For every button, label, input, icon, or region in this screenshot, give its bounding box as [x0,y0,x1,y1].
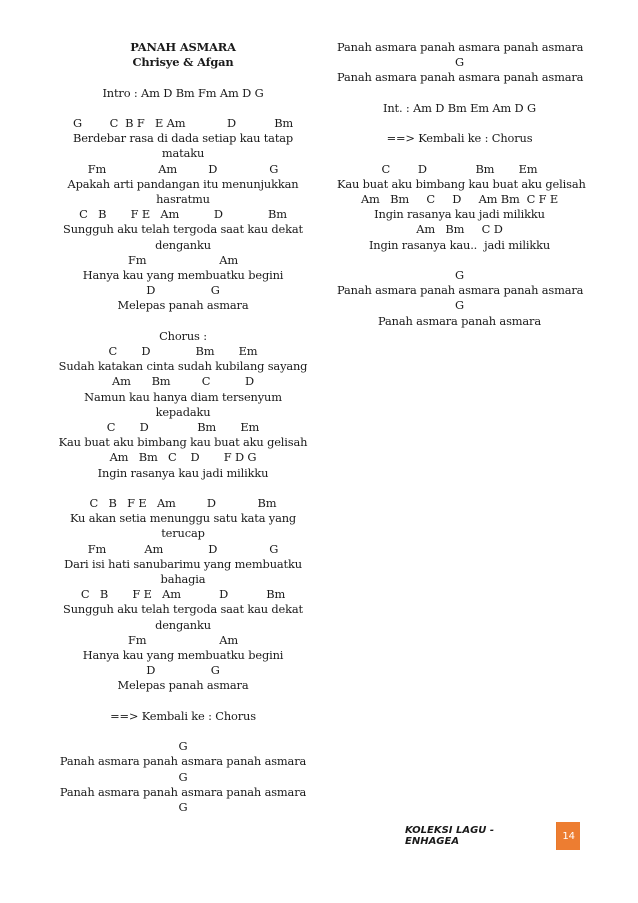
lyric-line: C D Bm Em [108,344,258,359]
left-column [58,40,308,815]
blank-line [58,101,308,116]
lyric-line: Ku akan setia menunggu satu kata yang [69,511,297,526]
lyric-line: D G [146,663,220,678]
lyric-line: terucap [161,526,205,541]
lyric-line: denganku [155,617,211,632]
lyric-line: G [455,267,464,282]
lyric-line: Chorus : [159,328,207,343]
blank-line [58,314,308,329]
lyric-line: G [178,739,188,754]
lyric-line: Sudah katakan cinta sudah kubilang sayang [58,359,308,374]
lyric-line: C B F E Am D Bm [89,496,277,511]
lyric-line: G [455,298,464,313]
lyric-line: ==> Kembali ke : Chorus [386,131,533,146]
lyric-line: mataku [161,146,205,161]
lyric-line: Dari isi hati sanubarimu yang membuatku [64,556,302,571]
lyric-line: Kau buat aku bimbang kau buat aku gelisah [337,176,586,191]
blank-line [58,70,308,85]
lyric-line: Panah asmara panah asmara panah asmara [59,784,307,799]
lyric-line: C B F E Am D Bm [80,587,286,602]
lyric-line: Panah asmara panah asmara panah asmara [337,283,584,298]
lyric-line: G [455,55,464,70]
lyric-line: Fm Am [127,632,239,647]
lyric-line: ==> Kembali ke : Chorus [110,708,256,723]
lyric-line: Hanya kau yang membuatku begini [82,648,284,663]
lyric-line: Berdebar rasa di dada setiap kau tatap [72,131,294,146]
lyric-line: Ingin rasanya kau.. jadi milikku [368,237,551,252]
lyric-line: C D Bm Em [106,420,260,435]
lyric-line: Panah asmara panah asmara panah asmara [337,40,584,54]
blank-line [58,694,308,709]
lyric-line: Am Bm C D [416,222,503,237]
lyric-line: hasratmu [156,192,210,206]
lyric-line: Ingin rasanya kau jadi milikku [374,207,545,222]
lyric-line: G [178,769,188,784]
lyric-line: kepadaku [155,404,211,419]
lyric-line: G [178,800,188,815]
lyric-line: Panah asmara panah asmara panah asmara [59,754,307,769]
lyric-line: Fm Am [127,252,239,267]
lyric-line: Fm Am D G [87,541,279,556]
right-column [337,40,586,329]
lyric-line: Int. : Am D Bm Em Am D G [383,100,536,115]
blank-line [337,86,582,101]
lyric-line: D G [146,283,220,298]
blank-line [337,116,582,131]
lyric-line: Sungguh aku telah tergoda saat kau dekat [63,602,303,617]
lyric-line: Melepas panah asmara [117,678,249,693]
blank-line [337,146,582,161]
lyric-line: Am Bm C D F D G [109,450,257,465]
lyric-line: C D Bm Em [381,161,538,176]
lyric-line: Panah asmara panah asmara panah asmara [337,70,584,85]
lyric-line: Panah asmara panah asmara [378,313,541,328]
lyric-line: Melepas panah asmara [117,298,249,313]
lyric-line: Intro : Am D Bm Fm Am D G [102,85,264,100]
lyric-line: Fm Am D G [87,161,279,176]
footer-title: KOLEKSI LAGU - ENHAGEA [405,822,557,850]
lyric-line: Kau buat aku bimbang kau buat aku gelisah [58,435,308,450]
blank-line [337,253,582,268]
lyric-line: Apakah arti pandangan itu menunjukkan [67,176,299,191]
blank-line [58,724,308,739]
lyric-line: denganku [155,237,211,252]
lyric-line: PANAH ASMARA [130,40,236,54]
lyric-line: Sungguh aku telah tergoda saat kau dekat [63,222,303,237]
lyric-line: Namun kau hanya diam tersenyum [84,389,282,404]
lyric-line: Chrisye & Afgan [132,55,234,70]
page-number: 14 [557,822,580,850]
lyric-line: G C B F E Am D Bm [72,115,294,130]
lyric-line: bahagia [160,572,206,587]
lyric-line: Ingin rasanya kau jadi milikku [97,465,269,480]
lyric-line: Hanya kau yang membuatku begini [82,268,284,283]
lyric-line: C B F E Am D Bm [79,207,287,222]
lyric-line: Am Bm C D [112,374,254,389]
blank-line [58,481,308,496]
page-footer [405,822,580,850]
lyric-line: Am Bm C D Am Bm C F E [360,191,559,206]
